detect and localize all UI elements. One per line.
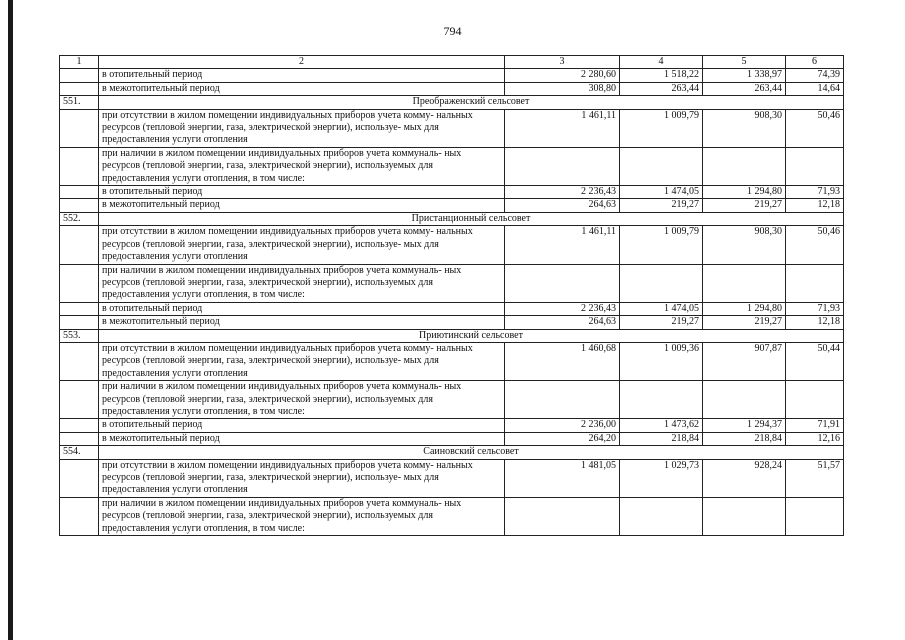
value-cell: 1 518,22 xyxy=(620,69,703,82)
value-cell: 71,93 xyxy=(786,186,844,199)
row-label: в отопительный период xyxy=(99,186,505,199)
table-body xyxy=(60,56,844,536)
value-cell: 308,80 xyxy=(505,82,620,95)
scan-edge-bar xyxy=(8,0,13,640)
value-cell: 219,27 xyxy=(703,199,786,212)
value-cell: 219,27 xyxy=(620,199,703,212)
column-header: 3 xyxy=(505,56,620,69)
index-cell xyxy=(60,147,99,185)
table-row xyxy=(60,186,844,199)
tariff-table xyxy=(59,55,844,536)
section-index: 554. xyxy=(60,446,99,459)
value-cell xyxy=(786,264,844,302)
index-cell xyxy=(60,459,99,497)
value-cell: 51,57 xyxy=(786,459,844,497)
value-cell xyxy=(620,264,703,302)
row-label: при наличии в жилом помещении индивидуальных приборов учета коммуналь- ных ресурсов (тепловой энергии, газа, электрической энергии), используемых для предоставления услуги отопления, в том числе: xyxy=(99,497,505,535)
table-row xyxy=(60,109,844,147)
table-row xyxy=(60,459,844,497)
table-row xyxy=(60,432,844,445)
table-row xyxy=(60,199,844,212)
value-cell: 1 461,11 xyxy=(505,226,620,264)
value-cell: 50,46 xyxy=(786,109,844,147)
section-title: Саиновский сельсовет xyxy=(99,446,844,459)
table-row xyxy=(60,419,844,432)
index-cell xyxy=(60,69,99,82)
index-cell xyxy=(60,316,99,329)
value-cell: 50,44 xyxy=(786,342,844,380)
row-label: в межотопительный период xyxy=(99,82,505,95)
value-cell: 12,18 xyxy=(786,199,844,212)
value-cell: 14,64 xyxy=(786,82,844,95)
row-label: в отопительный период xyxy=(99,419,505,432)
value-cell: 12,18 xyxy=(786,316,844,329)
section-index: 552. xyxy=(60,212,99,225)
table-row xyxy=(60,226,844,264)
value-cell: 264,20 xyxy=(505,432,620,445)
value-cell xyxy=(505,381,620,419)
row-label: в межотопительный период xyxy=(99,316,505,329)
row-label: при отсутствии в жилом помещении индивидуальных приборов учета комму- нальных ресурсов (тепловой энергии, газа, электрической энергии), используе- мых для предоставления услуги отопления xyxy=(99,459,505,497)
value-cell xyxy=(786,381,844,419)
section-row xyxy=(60,96,844,109)
index-cell xyxy=(60,199,99,212)
value-cell: 1 473,62 xyxy=(620,419,703,432)
section-row xyxy=(60,329,844,342)
value-cell: 219,27 xyxy=(620,316,703,329)
value-cell: 219,27 xyxy=(703,316,786,329)
index-cell xyxy=(60,419,99,432)
section-row xyxy=(60,446,844,459)
row-label: при отсутствии в жилом помещении индивидуальных приборов учета комму- нальных ресурсов (тепловой энергии, газа, электрической энергии), используе- мых для предоставления услуги отопления xyxy=(99,342,505,380)
value-cell xyxy=(703,147,786,185)
row-label: при наличии в жилом помещении индивидуальных приборов учета коммуналь- ных ресурсов (тепловой энергии, газа, электрической энергии), используемых для предоставления услуги отопления, в том числе: xyxy=(99,381,505,419)
value-cell: 50,46 xyxy=(786,226,844,264)
value-cell: 1 474,05 xyxy=(620,186,703,199)
value-cell: 2 236,43 xyxy=(505,186,620,199)
section-title: Приютинский сельсовет xyxy=(99,329,844,342)
value-cell: 908,30 xyxy=(703,109,786,147)
index-cell xyxy=(60,497,99,535)
value-cell: 1 009,36 xyxy=(620,342,703,380)
row-label: при наличии в жилом помещении индивидуальных приборов учета коммуналь- ных ресурсов (тепловой энергии, газа, электрической энергии), используемых для предоставления услуги отопления, в том числе: xyxy=(99,147,505,185)
column-header: 1 xyxy=(60,56,99,69)
value-cell: 264,63 xyxy=(505,316,620,329)
section-index: 551. xyxy=(60,96,99,109)
value-cell: 1 294,80 xyxy=(703,186,786,199)
table-header-row xyxy=(60,56,844,69)
value-cell: 1 009,79 xyxy=(620,226,703,264)
value-cell: 1 294,37 xyxy=(703,419,786,432)
column-header: 2 xyxy=(99,56,505,69)
value-cell: 1 294,80 xyxy=(703,302,786,315)
table-row xyxy=(60,342,844,380)
value-cell: 2 236,00 xyxy=(505,419,620,432)
value-cell: 12,16 xyxy=(786,432,844,445)
row-label: в отопительный период xyxy=(99,69,505,82)
index-cell xyxy=(60,226,99,264)
value-cell: 74,39 xyxy=(786,69,844,82)
row-label: в межотопительный период xyxy=(99,199,505,212)
row-label: в межотопительный период xyxy=(99,432,505,445)
row-label: при отсутствии в жилом помещении индивидуальных приборов учета комму- нальных ресурсов (тепловой энергии, газа, электрической энергии), используе- мых для предоставления услуги отопления xyxy=(99,109,505,147)
value-cell: 71,93 xyxy=(786,302,844,315)
value-cell: 1 461,11 xyxy=(505,109,620,147)
value-cell: 71,91 xyxy=(786,419,844,432)
value-cell: 263,44 xyxy=(703,82,786,95)
table-row xyxy=(60,82,844,95)
table-row xyxy=(60,69,844,82)
table-row xyxy=(60,302,844,315)
table-row xyxy=(60,147,844,185)
page-number: 794 xyxy=(443,24,462,38)
value-cell xyxy=(703,264,786,302)
value-cell xyxy=(505,497,620,535)
table-row xyxy=(60,264,844,302)
value-cell: 907,87 xyxy=(703,342,786,380)
index-cell xyxy=(60,302,99,315)
value-cell xyxy=(620,381,703,419)
value-cell xyxy=(505,264,620,302)
value-cell: 218,84 xyxy=(620,432,703,445)
table-row xyxy=(60,316,844,329)
index-cell xyxy=(60,82,99,95)
row-label: в отопительный период xyxy=(99,302,505,315)
value-cell: 908,30 xyxy=(703,226,786,264)
value-cell: 1 460,68 xyxy=(505,342,620,380)
value-cell: 1 481,05 xyxy=(505,459,620,497)
row-label: при отсутствии в жилом помещении индивидуальных приборов учета комму- нальных ресурсов (тепловой энергии, газа, электрической энергии), используе- мых для предоставления услуги отопления xyxy=(99,226,505,264)
index-cell xyxy=(60,381,99,419)
value-cell: 1 474,05 xyxy=(620,302,703,315)
value-cell xyxy=(703,381,786,419)
value-cell xyxy=(505,147,620,185)
section-title: Пристанционный сельсовет xyxy=(99,212,844,225)
value-cell: 1 338,97 xyxy=(703,69,786,82)
value-cell: 928,24 xyxy=(703,459,786,497)
index-cell xyxy=(60,432,99,445)
index-cell xyxy=(60,186,99,199)
value-cell: 1 029,73 xyxy=(620,459,703,497)
index-cell xyxy=(60,109,99,147)
index-cell xyxy=(60,342,99,380)
value-cell: 263,44 xyxy=(620,82,703,95)
section-row xyxy=(60,212,844,225)
value-cell: 2 236,43 xyxy=(505,302,620,315)
column-header: 4 xyxy=(620,56,703,69)
value-cell xyxy=(620,497,703,535)
value-cell xyxy=(620,147,703,185)
column-header: 6 xyxy=(786,56,844,69)
value-cell: 1 009,79 xyxy=(620,109,703,147)
row-label: при наличии в жилом помещении индивидуальных приборов учета коммуналь- ных ресурсов (тепловой энергии, газа, электрической энергии), используемых для предоставления услуги отопления, в том числе: xyxy=(99,264,505,302)
value-cell xyxy=(786,497,844,535)
value-cell: 264,63 xyxy=(505,199,620,212)
section-index: 553. xyxy=(60,329,99,342)
value-cell xyxy=(786,147,844,185)
table-row xyxy=(60,381,844,419)
value-cell: 2 280,60 xyxy=(505,69,620,82)
table-row xyxy=(60,497,844,535)
value-cell xyxy=(703,497,786,535)
column-header: 5 xyxy=(703,56,786,69)
index-cell xyxy=(60,264,99,302)
value-cell: 218,84 xyxy=(703,432,786,445)
section-title: Преображенский сельсовет xyxy=(99,96,844,109)
